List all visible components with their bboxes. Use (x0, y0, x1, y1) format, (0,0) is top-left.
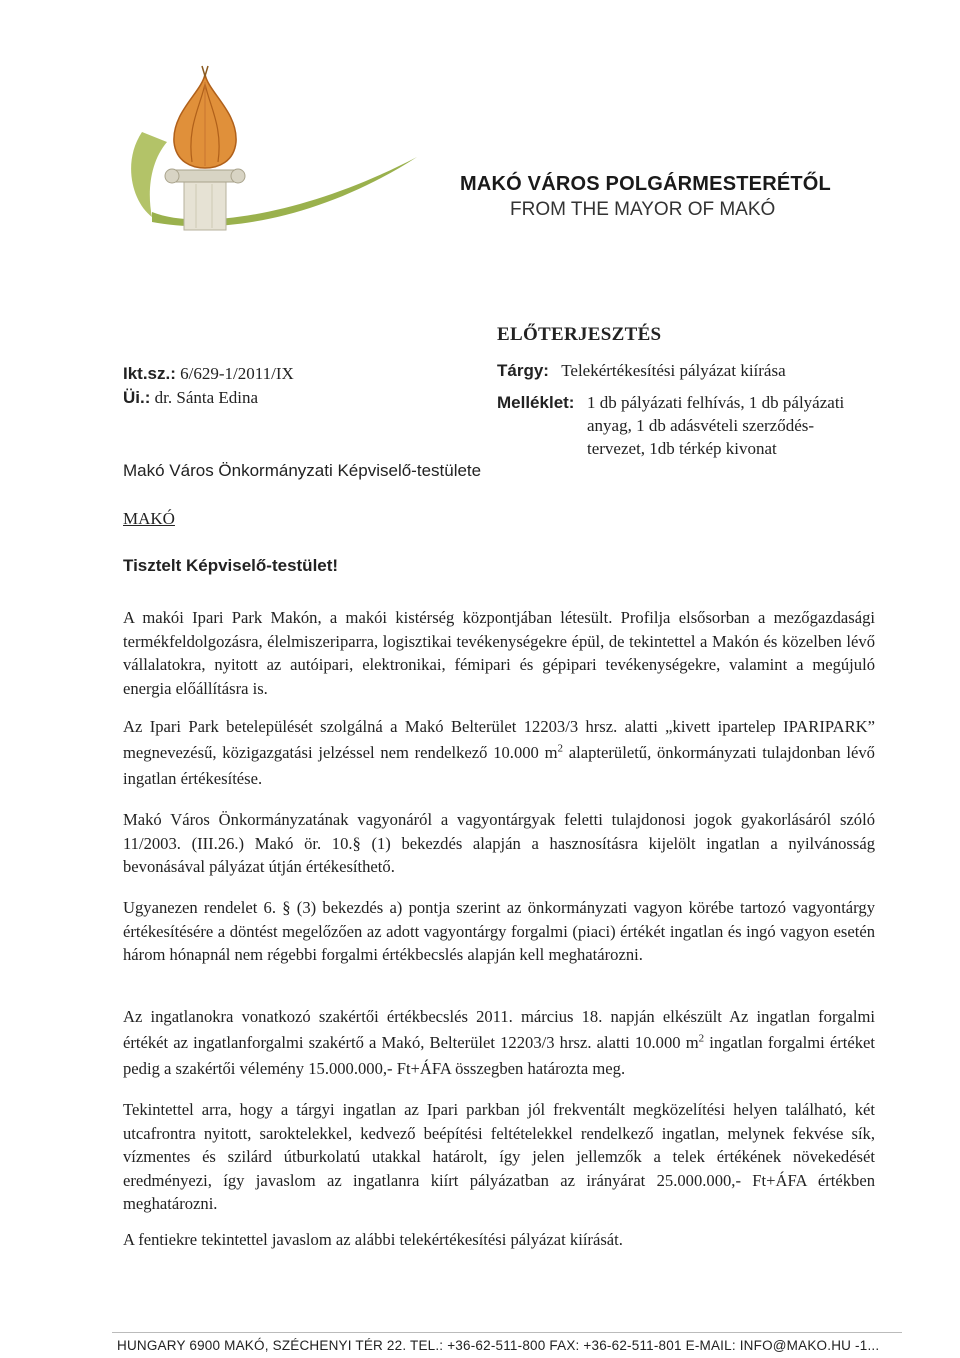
handler-label: Üi.: (123, 388, 151, 407)
reference-block (123, 362, 294, 410)
salutation: Tisztelt Képviselő-testület! (123, 556, 339, 575)
attachment-block (497, 391, 857, 458)
paragraph: Az Ipari Park betelepülését szolgálná a Makó Belterület 12203/3 hrsz. alatti „kivett ipartelep IPARIPARK” megnevezésű, közigazgatási jelzéssel nem rendelkező 10.000 $m^2$ alapterületű, önkormányzati tulajdonban lévő ingatlan értékesítése. (123, 717, 875, 788)
paragraph: Tekintettel arra, hogy a tárgyi ingatlan az Ipari parkban jól frekventált megközelítési helyen található, két utcafrontra nyitott, saroktelekkel, kedvező beépítési feltételekkel rendelkező ingatlan, melynek fekvése sík, vízmentes és szilárd útburkolatú utakkal határolt, így jelen jellemzők a telek értékének növekedését eredményezi, így javaslom az ingatlanra kiírt pályázatban az irányárat 25.000.000,- Ft+ÁFA értékben meghatározni. (123, 1100, 875, 1213)
addressee-council: Makó Város Önkormányzati Képviselő-testülete (123, 461, 482, 480)
mako-logo (112, 62, 422, 240)
reference-label: Ikt.sz.: (123, 364, 176, 383)
footer-address: HUNGARY 6900 MAKÓ, SZÉCHENYI TÉR 22. TEL.: +36-62-511-800 FAX: +36-62-511-801 E-MAIL: INFO@MAKO.HU -1... (117, 1338, 880, 1353)
handler-value: dr. Sánta Edina (154, 388, 259, 407)
paragraph: Az ingatlanokra vonatkozó szakértői értékbecslés 2011. március 18. napján elkészült Az ingatlan forgalmi értékét az ingatlanforgalmi szakértő a Makó, Belterület 12203/3 hrsz. alatti 10.000 $m^2$ ingatlan forgalmi értéket pedig a szakértői vélemény 15.000.000,- Ft+ÁFA összegben határozta meg. (123, 1007, 875, 1078)
paragraph: A fentiekre tekintettel javaslom az alábbi telekértékesítési pályázat kiírását. (123, 1230, 623, 1249)
attachment-line: 1 db pályázati felhívás, 1 db pályázati (587, 393, 845, 412)
handler (123, 386, 294, 410)
footer-divider (112, 1332, 902, 1333)
paragraph: A makói Ipari Park Makón, a makói kistérség központjában létesült. Profilja elsősorban a mezőgazdasági termékfeldolgozásra, élelmiszeriparra, logisztikai tevékenységekre épül, de tekintettel a Makón és közelben lévő vállalatokra, nyitott az autóipari, elektronikai, fémipari és gépipari tevékenységekre, valamint a megújuló energia előállításra is. (123, 608, 875, 698)
reference-value: 6/629-1/2011/IX (180, 364, 294, 383)
addressee-city: MAKÓ (123, 509, 175, 528)
attachment-line: anyag, 1 db adásvételi szerződés- (587, 416, 815, 435)
subject-label: Tárgy: (497, 361, 549, 380)
paragraph: Makó Város Önkormányzatának vagyonáról a vagyontárgyak feletti tulajdonosi jogok gyakorlásáról szóló 11/2003. (III.26.) Makó ör. 10.§ (1) bekezdés alapján a hasznosításra kijelölt ingatlan a nyilvánosság bevonásával pályázat útján értékesíthető. (123, 810, 875, 876)
reference-number (123, 362, 294, 386)
document-type-heading: ELŐTERJESZTÉS (497, 324, 662, 345)
paragraph: Ugyanezen rendelet 6. § (3) bekezdés a) pontja szerint az önkormányzati vagyon körébe tartozó vagyontárgy értékesítésére a döntést megelőzően az adott vagyontárgy forgalmi (piaci) értékét ingatlan és ingó vagyon esetén három hónapnál nem régebbi forgalmi értékbecslés alapján kell meghatározni. (123, 898, 875, 964)
attachment-label: Melléklet: (497, 393, 575, 412)
subject-value: Telekértékesítési pályázat kiírása (561, 361, 786, 380)
subject-row (497, 361, 786, 381)
letterhead-title: MAKÓ VÁROS POLGÁRMESTERÉTŐL (460, 173, 831, 195)
attachment-line: tervezet, 1db térkép kivonat (587, 439, 777, 458)
attachment-list (587, 391, 867, 460)
letterhead-subtitle: FROM THE MAYOR OF MAKÓ (510, 199, 776, 220)
